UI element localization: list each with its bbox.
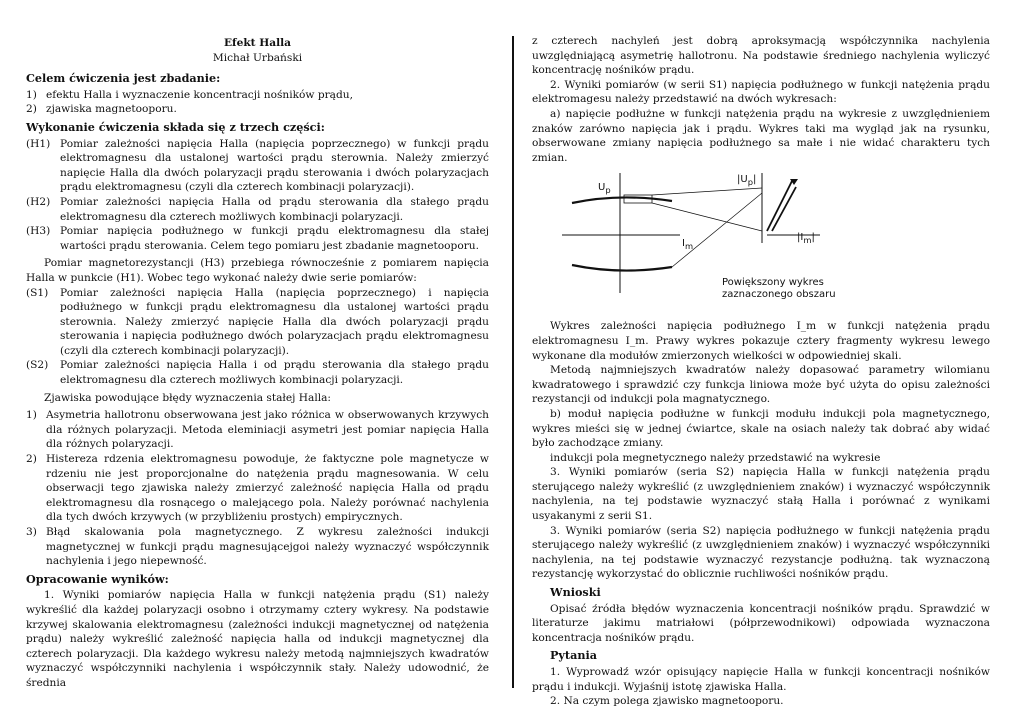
figure-label-abs-im: $|I_m|$ (797, 232, 815, 246)
zoom-line-1 (767, 181, 792, 231)
questions-heading: Pytania (550, 648, 597, 663)
document-title: Efekt Halla (223, 37, 292, 49)
goal-text: zjawiska magnetooporu. (46, 103, 177, 116)
part-text: Pomiar zależności napięcia Halla od prądu sterowania dla stałego prądu elektromagnesu dla czterech możliwych kombinacji polaryzacji. (60, 195, 489, 223)
projection-line-bottom (652, 203, 762, 231)
series-item (26, 358, 489, 387)
part-label: (H2) (26, 195, 51, 208)
series-label: (S2) (26, 359, 49, 372)
part-label: (H3) (26, 225, 51, 238)
part-item (26, 195, 489, 224)
parts-heading: Wykonanie ćwiczenia składa się z trzech części: (26, 119, 325, 134)
goal-item (26, 88, 489, 103)
series-text: Pomiar zależności napięcia Halla (napięcia poprzecznego) i napięcia podłużnego w funkcji prądu elektromagnesu dla ustalonej wartości prądu sterownia. Należy zmierzyć napięcie Halla dla dwóch polaryzacji prądu sterowania i napięcia podłużnego dwóch polaryzacjach prądu elektromagnesu (czyli dla czterech kombinacji polaryzacji). (60, 286, 489, 357)
figure-paragraph-1: Wykres zależności napięcia podłużnego I_m w funkcji natężenia prądu elektromagnesu I_m. Prawy wykres pokazuje cztery fragmenty wykresu lewego wykonane dla modułów zmierzonych wielkości w odpowiedniej skali. (532, 320, 990, 362)
part-text: Pomiar napięcia podłużnego w funkcji prądu elektromagnesu dla stałej wartości prądu sterowania. Celem tego pomiaru jest zbadanie magnetooporu. (60, 225, 489, 252)
part-text: Pomiar zależności napięcia Halla (napięcia poprzecznego) w funkcji prądu elektromagnesu dla ustalonej wartości prądu sterownia. Należy zmierzyć napięcie Halla dla dwóch polaryzacji prądu sterowania i dwóch polaryzacjach prądu elektromagnesu (czyli dla czterech kombinacji polaryzacji). (60, 137, 489, 194)
result2-paragraph: 2. Wyniki pomiarów (w serii S1) napięcia podłużnego w funkcji natężenia prądu elektromagesu należy przedstawić na dwóch wykresach: (532, 78, 990, 106)
left-column (26, 36, 489, 691)
curve-lower (572, 265, 672, 271)
error-item (26, 525, 489, 569)
error-item (26, 452, 489, 525)
error-item (26, 408, 489, 452)
part-item (26, 224, 489, 253)
goal-item (26, 102, 489, 117)
result3-paragraph: 3. Wyniki pomiarów (seria S2) napięcia Halla w funkcji natężenia prądu sterującego należy wykreślić (z uwzględnieniem znaków) i wyznaczyć współczynnik nachylenia, na tej podstawie wyznaczyć stałą Halla i porównać z wynikami usyakanymi z serii S1. (532, 466, 990, 523)
part-label: (H1) (26, 137, 51, 150)
magneto-paragraph: Pomiar magnetorezystancji (H3) przebiega równocześnie z pomiarem napięcia Halla w punkcie (H1). Wobec tego wykonać należy dwie serie pomiarów: (26, 257, 489, 284)
figure-label-im: $I_m$ (682, 238, 694, 252)
goal-label: 1) (26, 88, 37, 101)
right-column (532, 34, 990, 709)
error-label: 3) (26, 526, 37, 538)
question-item: 1. Wyprowadź wzór opisujący napięcie Halla w funkcji koncentracji nośników prądu i indukcji. Wyjaśnij istotę zjawiska Halla. (532, 666, 990, 693)
result2b-note: indukcji pola megnetycznego należy przedstawić na wykresie (550, 451, 881, 464)
question-item: 2. Na czym polega zjawisko magnetooporu. (550, 695, 784, 708)
conclusions-paragraph: Opisać źródła błędów wyznaczenia koncentracji nośników prądu. Sprawdzić w literaturze jakimu matriałowi (półprzewodnikowi) odpowiada wyznaczona koncentracja nośników prądu. (532, 602, 990, 644)
figure-caption-line: zaznaczonego obszaru (722, 289, 836, 301)
error-label: 2) (26, 453, 37, 466)
conclusions-heading: Wnioski (550, 585, 601, 600)
results-heading: Opracowanie wyników: (26, 571, 169, 586)
goal-heading: Celem ćwiczenia jest zbadanie: (26, 71, 221, 86)
document-author: Michał Urbański (212, 51, 303, 64)
goal-text: efektu Halla i wyznaczenie koncentracji nośników prądu, (46, 88, 353, 101)
result1-paragraph: 1. Wyniki pomiarów napięcia Halla w funkcji natężenia prądu (S1) należy wykreślić dla każdej polaryzacji osobno i otrzymamy cztery wykresy. Na podstawie krzywej skalowania elektromagnesu (zależności indukcji magnetycznej od natężenia prądu) należy wykreślić zależność napięcia halla od indukcji magnetycznej dla czterech polaryzacji. Dla każdego wykresu należy metodą najmniejszych kwadratów wyznaczyć współczynniki nachylenia i współczynnik stały. Należy udowodnić, że średnia (26, 589, 489, 689)
series-text: Pomiar zależności napięcia Halla i od prądu sterowania dla stałego prądu elektromagnesu dla czterech możliwych kombinacji polaryzacji. (60, 359, 489, 387)
magnetoresistance-figure (562, 173, 882, 311)
error-text: Histereza rdzenia elektromagnesu powoduje, że faktyczne pole magnetycze w rdzeniu nie jest proporcjonalne do natężenia prądu magnesowania. W celu obserwacji tego zjawiska należy zmierzyć zależność napięcia Halla od prądu elektromagnesu dla rosnącego o malejącego pola. Należy porównać nachylenia dla tych dwóch krzywych (w przybliżeniu prostych) empirycznych. (46, 453, 489, 524)
zoom-line-2 (772, 187, 796, 231)
goal-label: 2) (26, 103, 37, 116)
figure-caption (722, 277, 836, 301)
figure-caption-line: Powiększony wykres (722, 277, 824, 289)
error-label: 1) (26, 409, 37, 422)
errors-intro: Zjawiska powodujące błędy wyznaczenia stałej Halla: (44, 391, 331, 404)
series-item (26, 286, 489, 359)
result4-paragraph: 3. Wyniki pomiarów (seria S2) napięcia podłużnego w funkcji natężenia prądu sterującego należy wykreślić (z uwzględnieniem znaków) i wyznaczyć współczynniki nachylenia, na tej podstawie wyznaczyć rezystancje podłużną. tak wyznaczoną rezystancję wykorzystać do oblicznie ruchliwości nośników prądu. (532, 524, 990, 581)
projection-line-lower (672, 193, 762, 267)
result2b-paragraph: b) moduł napięcia podłużne w funkcji modułu indukcji pola magnetycznego, wykres mieści się w jednej ćwiartce, skale na osiach należy tak dobrać aby widać było zachodzące zmiany. (532, 407, 990, 450)
error-text: Błąd skalowania pola magnetycznego. Z wykresu zależności indukcji magnetycznej w funkcji prądu magnesującejgoi należy wyznaczyć współczynnik nachylenia i jego niepewność. (46, 526, 489, 568)
column-divider (512, 36, 514, 688)
result2a-paragraph: a) napięcie podłużne w funkcji natężenia prądu na wykresie z uwzględnieniem znaków zarówno napięcia jak i prądu. Wykres taki ma wygląd jak na rysunku, obserwowane zmiany napięcia podłużnego sa małe i nie widać charakteru tych zmian. (532, 107, 990, 164)
figure-label-up: $U_p$ (598, 182, 611, 196)
figure-label-abs-up: $|U_p|$ (737, 174, 757, 188)
figure-paragraph-2: Metodą najmniejszych kwadratów należy dopasować parametry wilomianu kwadratowego i sprawdzić czy funkcja liniowa może być użyta do opisu zależności rezystancji od indukcji pola magnatycznego. (532, 364, 990, 406)
curve-upper (572, 198, 672, 204)
error-text: Asymetria hallotronu obserwowana jest jako różnica w obserwowanych krzywych dla różnych polaryzacji. Metoda eleminiacji asymetri jest pomiar napięcia Halla dla różnych polaryzacji. (46, 409, 489, 451)
result1-continuation: z czterech nachyleń jest dobrą aproksymacją współczynnika nachylenia uwzględniającą asymetrię hallotronu. Na podstawie średniego nachylenia wyliczyć koncentrację nośników prądu. (532, 35, 990, 77)
series-label: (S1) (26, 286, 49, 299)
part-item (26, 137, 489, 195)
